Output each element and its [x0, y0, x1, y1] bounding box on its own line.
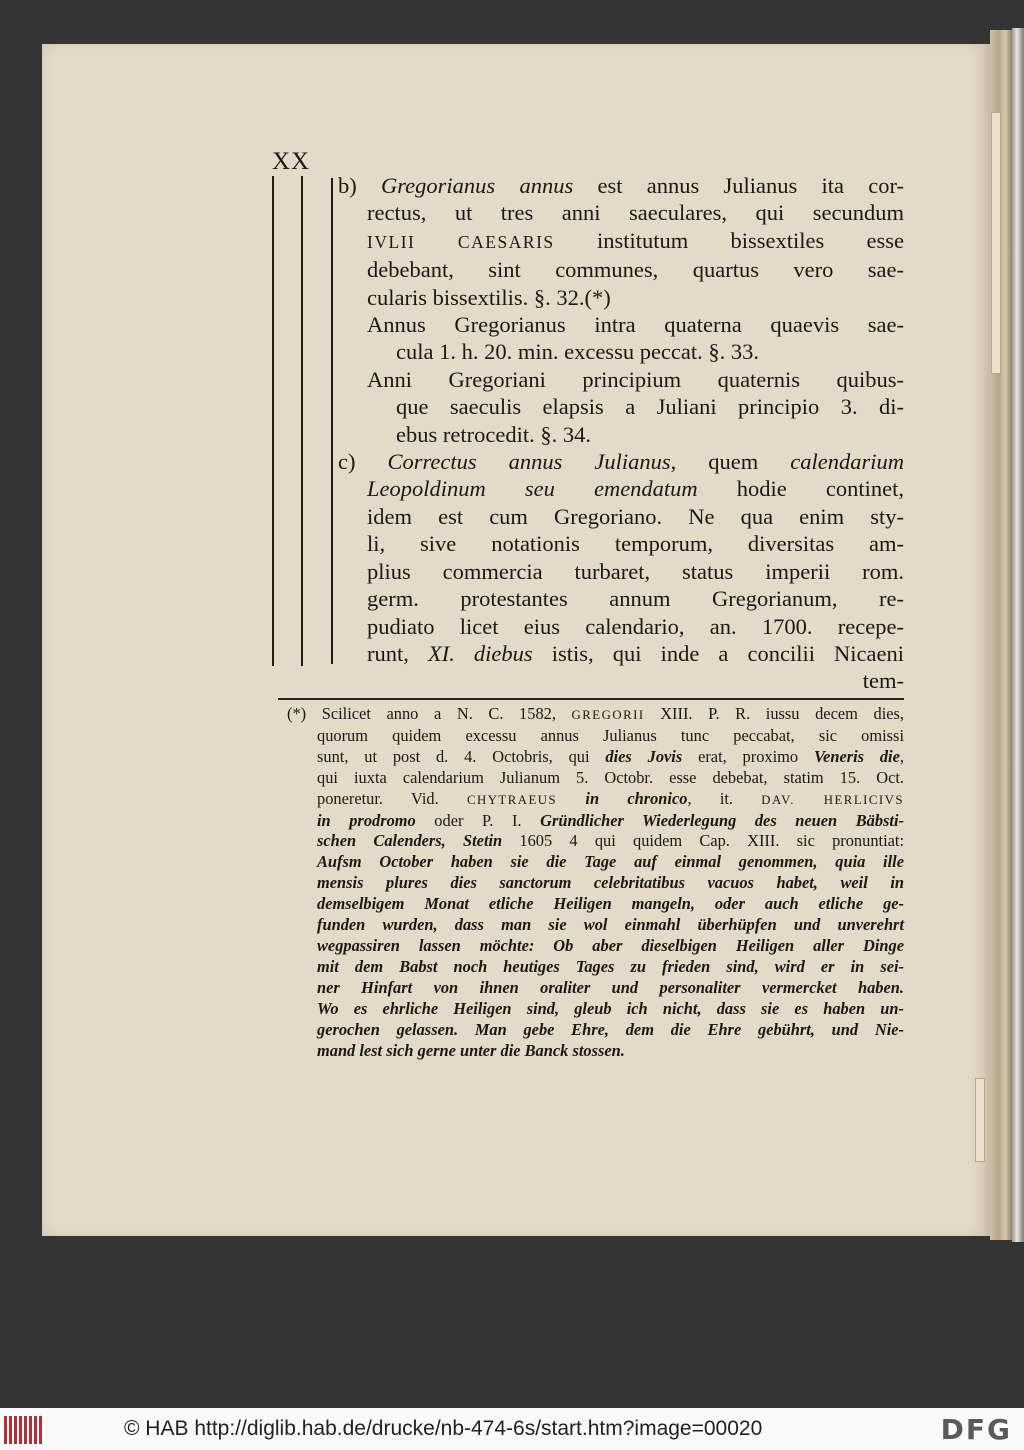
text-line: que saeculis elapsis a Juliani principio 3. di- — [396, 394, 904, 420]
text-line: pudiato licet eius calendario, an. 1700. recepe- — [367, 613, 904, 639]
text-line: cula 1. h. 20. min. excessu peccat. §. 33. — [396, 339, 760, 365]
dfg-logo: DFG — [940, 1413, 1012, 1446]
footnote-line: Wo es ehrliche Heiligen sind, gleub ich nicht, dass sie es haben un- — [317, 998, 904, 1018]
text-line: IVLII CAESARIS institutum bissextiles esse — [367, 227, 904, 253]
hab-logo-icon — [4, 1416, 44, 1444]
footnote-line: qui iuxta calendarium Julianum 5. Octobr. esse debebat, statim 15. Oct. — [317, 767, 904, 787]
footnote-line: in prodromo oder P. I. Gründlicher Wiederlegung des neuen Bäbsti- — [317, 810, 905, 830]
footnote-line: mand lest sich gerne unter die Banck stossen. — [317, 1040, 625, 1060]
text-line: idem est cum Gregoriano. Ne qua enim sty- — [367, 503, 904, 529]
footnote-line: wegpassiren lassen möchte: Ob aber dieselbigen Heiligen aller Dinge — [317, 935, 904, 955]
text-line: Anni Gregoriani principium quaternis quibus- — [367, 366, 904, 392]
text-line: rectus, ut tres anni saeculares, qui secundum — [367, 200, 904, 226]
text-line: cularis bissextilis. §. 32.(*) — [367, 284, 611, 310]
paper-tab — [975, 1078, 985, 1162]
footnote-line: gerochen gelassen. Man gebe Ehre, dem die Ehre gebührt, und Nie- — [317, 1019, 904, 1039]
text-line: b) Gregorianus annus est annus Julianus ita cor- — [338, 173, 904, 198]
text-line: debebant, sint communes, quartus vero sae- — [367, 257, 904, 283]
text-line: plius commercia turbaret, status imperii rom. — [367, 558, 904, 584]
main-text — [338, 172, 904, 695]
footnote — [287, 704, 904, 1061]
scheme-rule — [301, 176, 303, 666]
footnote-line: sunt, ut post d. 4. Octobris, qui dies Jovis erat, proximo Veneris die, — [317, 746, 904, 766]
footer-bar — [0, 1408, 1024, 1450]
page-number: XX — [272, 148, 311, 175]
scheme-rule — [331, 178, 333, 664]
paragraph-c — [338, 448, 904, 695]
text-line: germ. protestantes annum Gregorianum, re- — [367, 586, 904, 612]
footnote-line: schen Calenders, Stetin 1605 4 qui quidem Cap. XIII. sic pronuntiat: — [317, 831, 905, 851]
footnote-separator — [278, 698, 904, 700]
paragraph-anni — [367, 366, 904, 448]
text-line: li, sive notationis temporum, diversitas am- — [367, 531, 904, 557]
text-line: Leopoldinum seu emendatum hodie continet, — [367, 476, 904, 502]
text-line: ebus retrocedit. §. 34. — [396, 421, 591, 447]
footnote-line: demselbigem Monat etliche Heiligen mangeln, oder auch etliche ge- — [317, 894, 904, 914]
catchword: tem- — [862, 668, 904, 694]
footnote-line: funden wurden, dass man sie wol einmahl überhüpfen und unverehrt — [317, 915, 904, 935]
source-link[interactable]: © HAB http://diglib.hab.de/drucke/nb-474-6s/start.htm?image=00020 — [124, 1417, 763, 1440]
page-edge — [1012, 28, 1024, 1242]
footnote-line: (*) Scilicet anno a N. C. 1582, GREGORII XIII. P. R. iussu decem dies, — [287, 704, 904, 723]
footnote-line: mit dem Babst noch heutiges Tages zu frieden sind, wird er in sei- — [317, 956, 904, 976]
footnote-line: Aufsm October haben sie die Tage auf einmal genommen, quia ille — [317, 852, 904, 872]
paragraph-b — [338, 172, 904, 311]
footnote-line: quorum quidem excessu annus Julianus tunc peccabat, sic omissi — [317, 725, 904, 745]
text-line: runt, XI. diebus istis, qui inde a concilii Nicaeni — [367, 640, 905, 666]
paper-tab — [991, 112, 1001, 374]
text-line: c) Correctus annus Julianus, quem calendarium — [338, 449, 904, 475]
footnote-line: mensis plures dies sanctorum celebritatibus vacuos habet, weil in — [317, 873, 904, 893]
text-line: Annus Gregorianus intra quaterna quaevis sae- — [367, 312, 904, 338]
footnote-line: ner Hinfart von ihnen oraliter und personaliter vermercket haben. — [317, 977, 904, 997]
paragraph-annus — [367, 311, 904, 366]
footnote-line: poneretur. Vid. CHYTRAEUS in chronico, it. DAV. HERLICIVS — [317, 788, 904, 808]
scheme-rule — [272, 176, 274, 666]
